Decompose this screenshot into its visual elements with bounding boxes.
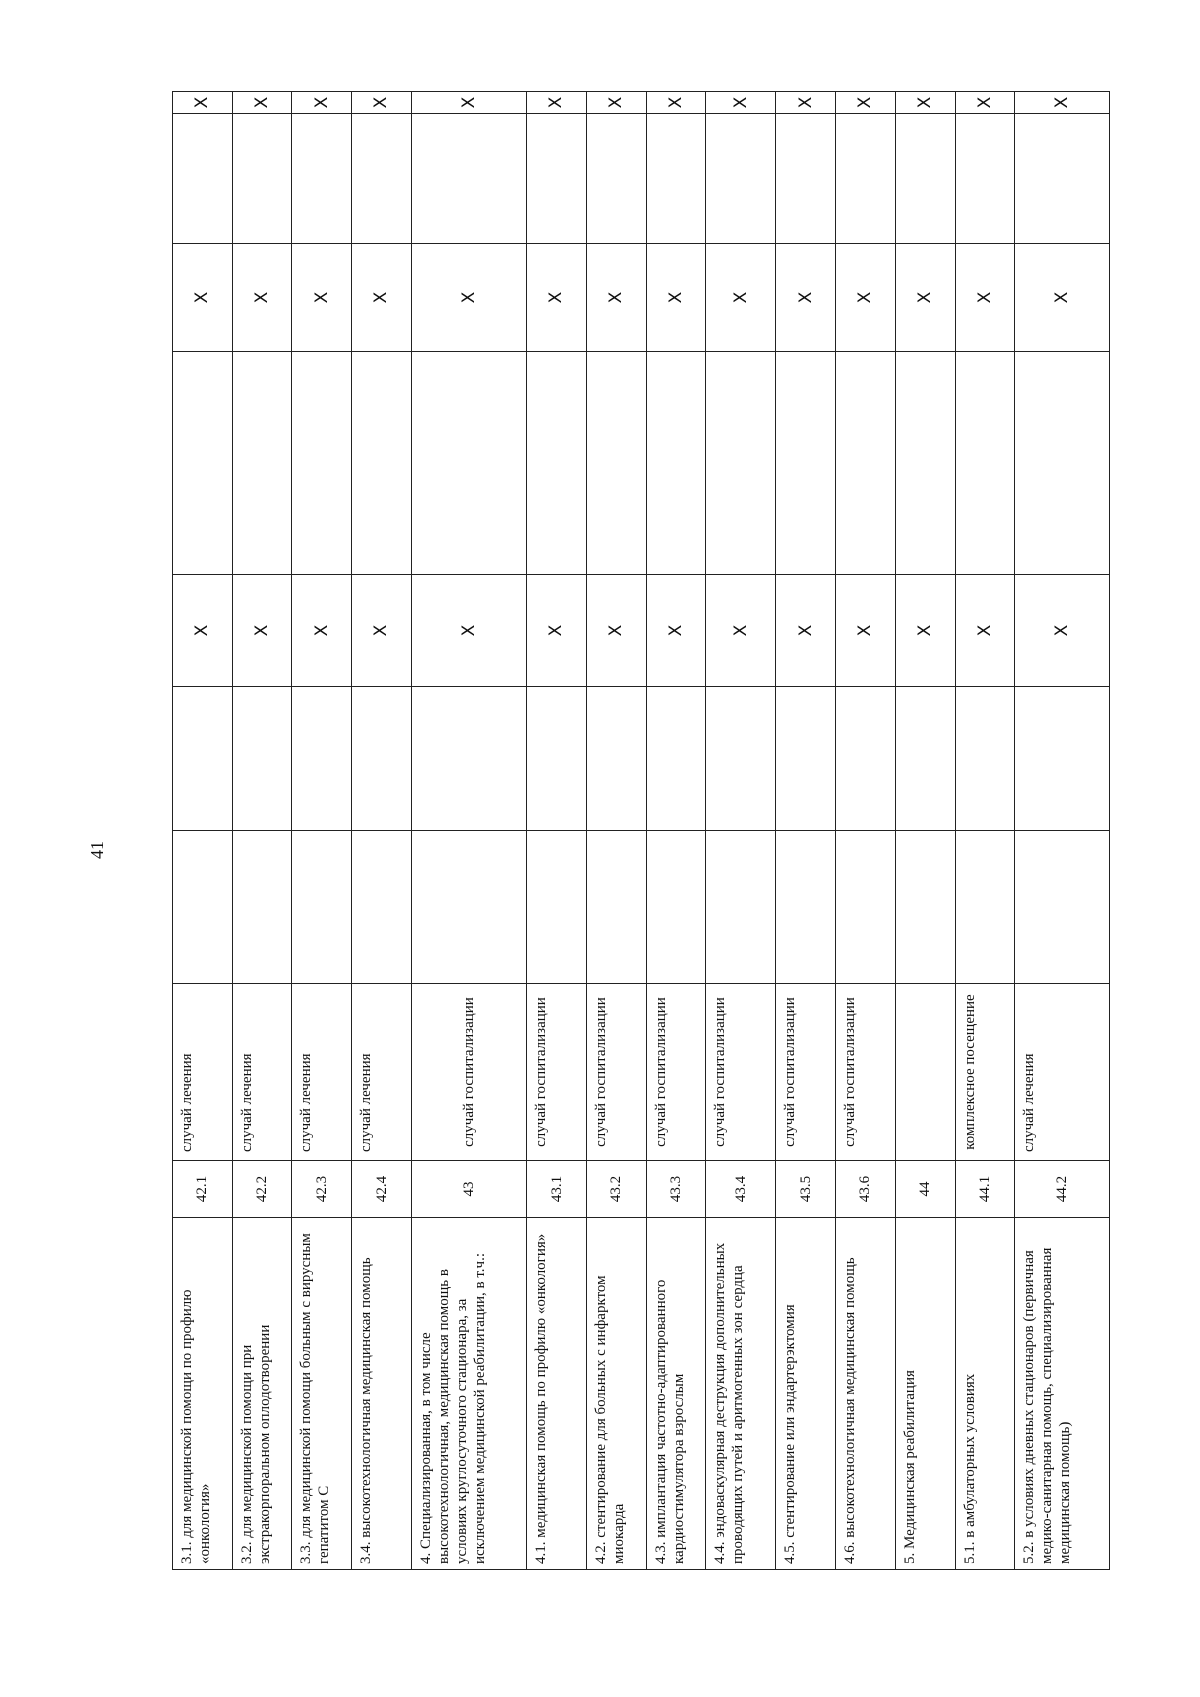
empty-cell xyxy=(895,114,955,244)
x-mark: X xyxy=(1015,575,1110,687)
x-mark: X xyxy=(411,244,526,352)
empty-cell xyxy=(352,352,412,575)
empty-cell xyxy=(292,687,352,831)
x-mark: X xyxy=(173,575,233,687)
x-mark: X xyxy=(895,575,955,687)
table-row xyxy=(646,92,706,1570)
table-row xyxy=(776,92,836,1570)
empty-cell xyxy=(646,114,706,244)
empty-cell xyxy=(955,687,1015,831)
empty-cell xyxy=(173,687,233,831)
data-table xyxy=(172,91,1110,1570)
empty-cell xyxy=(586,352,646,575)
empty-cell xyxy=(646,352,706,575)
x-mark: X xyxy=(292,92,352,114)
row-code: 43.4 xyxy=(706,1161,776,1218)
row-name: 3.3. для медицинской помощи больным с вирусным гепатитом С xyxy=(292,1218,352,1570)
table-row xyxy=(411,92,526,1570)
x-mark: X xyxy=(232,575,292,687)
row-code: 44 xyxy=(895,1161,955,1218)
row-code: 42.2 xyxy=(232,1161,292,1218)
row-unit: случай госпитализации xyxy=(527,984,587,1161)
empty-cell xyxy=(352,831,412,984)
x-mark: X xyxy=(232,92,292,114)
empty-cell xyxy=(706,831,776,984)
row-unit xyxy=(895,984,955,1161)
empty-cell xyxy=(411,114,526,244)
row-code: 42.4 xyxy=(352,1161,412,1218)
empty-cell xyxy=(776,114,836,244)
row-code: 44.1 xyxy=(955,1161,1015,1218)
row-unit: комплексное посещение xyxy=(955,984,1015,1161)
row-unit: случай госпитализации xyxy=(836,984,896,1161)
empty-cell xyxy=(292,831,352,984)
table-row xyxy=(836,92,896,1570)
x-mark: X xyxy=(527,575,587,687)
empty-cell xyxy=(292,352,352,575)
row-name: 4.1. медицинская помощь по профилю «онкология» xyxy=(527,1218,587,1570)
x-mark: X xyxy=(895,244,955,352)
table-row xyxy=(895,92,955,1570)
row-unit: случай лечения xyxy=(232,984,292,1161)
empty-cell xyxy=(411,831,526,984)
x-mark: X xyxy=(586,92,646,114)
empty-cell xyxy=(895,352,955,575)
row-code: 43.2 xyxy=(586,1161,646,1218)
empty-cell xyxy=(1015,687,1110,831)
row-code: 43.6 xyxy=(836,1161,896,1218)
empty-cell xyxy=(955,352,1015,575)
empty-cell xyxy=(706,114,776,244)
empty-cell xyxy=(411,687,526,831)
empty-cell xyxy=(706,687,776,831)
row-name: 3.4. высокотехнологичная медицинская помощь xyxy=(352,1218,412,1570)
row-name: 5.1. в амбулаторных условиях xyxy=(955,1218,1015,1570)
empty-cell xyxy=(706,352,776,575)
x-mark: X xyxy=(706,244,776,352)
x-mark: X xyxy=(646,92,706,114)
empty-cell xyxy=(232,687,292,831)
empty-cell xyxy=(776,831,836,984)
x-mark: X xyxy=(173,244,233,352)
row-unit: случай госпитализации xyxy=(706,984,776,1161)
x-mark: X xyxy=(895,92,955,114)
x-mark: X xyxy=(776,575,836,687)
x-mark: X xyxy=(776,92,836,114)
empty-cell xyxy=(646,687,706,831)
empty-cell xyxy=(836,687,896,831)
empty-cell xyxy=(173,831,233,984)
row-code: 42.1 xyxy=(173,1161,233,1218)
empty-cell xyxy=(232,114,292,244)
table-row xyxy=(1015,92,1110,1570)
row-code: 43.5 xyxy=(776,1161,836,1218)
row-name: 4.2. стентирование для больных с инфарктом миокарда xyxy=(586,1218,646,1570)
x-mark: X xyxy=(173,92,233,114)
empty-cell xyxy=(895,687,955,831)
row-unit: случай лечения xyxy=(1015,984,1110,1161)
row-name: 4.3. имплантация частотно-адаптированного кардиостимулятора взрослым xyxy=(646,1218,706,1570)
empty-cell xyxy=(527,687,587,831)
x-mark: X xyxy=(955,92,1015,114)
table-row xyxy=(292,92,352,1570)
row-unit: случай госпитализации xyxy=(411,984,526,1161)
x-mark: X xyxy=(836,575,896,687)
row-code: 43.1 xyxy=(527,1161,587,1218)
row-unit: случай госпитализации xyxy=(776,984,836,1161)
x-mark: X xyxy=(586,244,646,352)
row-name: 5.2. в условиях дневных стационаров (первичная медико-санитарная помощь, специализированная медицинская помощь) xyxy=(1015,1218,1110,1570)
x-mark: X xyxy=(527,244,587,352)
x-mark: X xyxy=(706,575,776,687)
x-mark: X xyxy=(232,244,292,352)
table-row xyxy=(955,92,1015,1570)
x-mark: X xyxy=(411,575,526,687)
x-mark: X xyxy=(352,575,412,687)
row-code: 43.3 xyxy=(646,1161,706,1218)
table-container xyxy=(172,92,1110,1570)
table-body xyxy=(173,92,1110,1570)
x-mark: X xyxy=(646,244,706,352)
empty-cell xyxy=(836,831,896,984)
page-number: 41 xyxy=(87,841,107,859)
empty-cell xyxy=(776,687,836,831)
empty-cell xyxy=(1015,831,1110,984)
empty-cell xyxy=(836,114,896,244)
x-mark: X xyxy=(527,92,587,114)
x-mark: X xyxy=(352,244,412,352)
x-mark: X xyxy=(646,575,706,687)
row-name: 3.1. для медицинской помощи по профилю «онкология» xyxy=(173,1218,233,1570)
table-row xyxy=(232,92,292,1570)
empty-cell xyxy=(352,114,412,244)
table-row xyxy=(586,92,646,1570)
row-name: 4. Специализированная, в том числе высокотехнологичная, медицинская помощь в условиях круглосуточного стационара, за исключением медицинской реабилитации, в т.ч.: xyxy=(411,1218,526,1570)
empty-cell xyxy=(586,114,646,244)
x-mark: X xyxy=(292,244,352,352)
empty-cell xyxy=(232,831,292,984)
empty-cell xyxy=(527,831,587,984)
table-row xyxy=(527,92,587,1570)
empty-cell xyxy=(776,352,836,575)
x-mark: X xyxy=(776,244,836,352)
empty-cell xyxy=(173,352,233,575)
row-name: 4.4. эндоваскулярная деструкция дополнительных проводящих путей и аритмогенных зон сердца xyxy=(706,1218,776,1570)
empty-cell xyxy=(586,831,646,984)
empty-cell xyxy=(411,352,526,575)
row-unit: случай лечения xyxy=(292,984,352,1161)
x-mark: X xyxy=(836,92,896,114)
x-mark: X xyxy=(955,575,1015,687)
row-unit: случай лечения xyxy=(173,984,233,1161)
row-name: 4.5. стентирование или эндартерэктомия xyxy=(776,1218,836,1570)
row-unit: случай госпитализации xyxy=(646,984,706,1161)
row-name: 5. Медицинская реабилитация xyxy=(895,1218,955,1570)
empty-cell xyxy=(527,114,587,244)
row-code: 44.2 xyxy=(1015,1161,1110,1218)
row-code: 42.3 xyxy=(292,1161,352,1218)
empty-cell xyxy=(646,831,706,984)
empty-cell xyxy=(173,114,233,244)
x-mark: X xyxy=(1015,92,1110,114)
x-mark: X xyxy=(586,575,646,687)
row-name: 4.6. высокотехнологичная медицинская помощь xyxy=(836,1218,896,1570)
x-mark: X xyxy=(836,244,896,352)
x-mark: X xyxy=(352,92,412,114)
empty-cell xyxy=(895,831,955,984)
x-mark: X xyxy=(411,92,526,114)
empty-cell xyxy=(1015,352,1110,575)
row-code: 43 xyxy=(411,1161,526,1218)
row-unit: случай лечения xyxy=(352,984,412,1161)
table-row xyxy=(352,92,412,1570)
table-row xyxy=(706,92,776,1570)
table-row xyxy=(173,92,233,1570)
x-mark: X xyxy=(955,244,1015,352)
x-mark: X xyxy=(292,575,352,687)
row-unit: случай госпитализации xyxy=(586,984,646,1161)
empty-cell xyxy=(1015,114,1110,244)
empty-cell xyxy=(527,352,587,575)
x-mark: X xyxy=(1015,244,1110,352)
x-mark: X xyxy=(706,92,776,114)
empty-cell xyxy=(955,114,1015,244)
empty-cell xyxy=(292,114,352,244)
empty-cell xyxy=(955,831,1015,984)
empty-cell xyxy=(352,687,412,831)
empty-cell xyxy=(586,687,646,831)
empty-cell xyxy=(232,352,292,575)
row-name: 3.2. для медицинской помощи при экстракорпоральном оплодотворении xyxy=(232,1218,292,1570)
empty-cell xyxy=(836,352,896,575)
